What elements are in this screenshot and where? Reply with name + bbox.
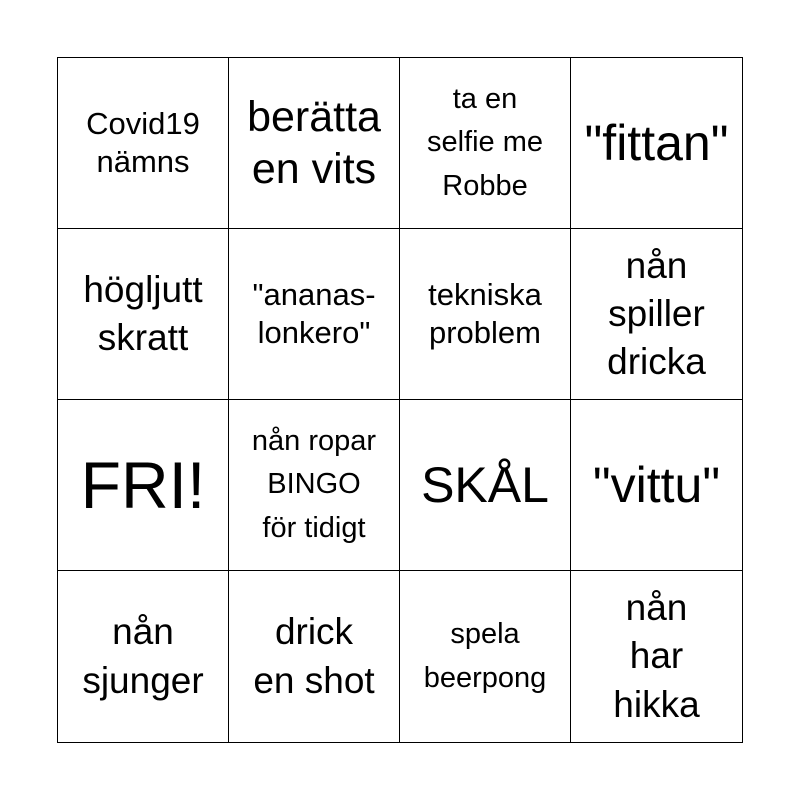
bingo-cell[interactable] — [400, 229, 571, 400]
cell-label: ta en selfie me Robbe — [426, 82, 544, 202]
cell-label: Covid19 nämns — [86, 106, 200, 179]
bingo-cell[interactable] — [229, 229, 400, 400]
bingo-cell[interactable] — [400, 400, 571, 571]
bingo-cell[interactable] — [229, 58, 400, 229]
cell-label: nån har hikka — [613, 587, 700, 725]
cell-label: "ananas- lonkero" — [252, 277, 376, 350]
bingo-cell[interactable] — [400, 58, 571, 229]
cell-label: SKÅL — [421, 456, 549, 513]
cell-label: högljutt skratt — [83, 268, 203, 358]
cell-label: nån ropar BINGO för tidigt — [251, 424, 377, 544]
cell-label: "vittu" — [592, 456, 721, 513]
bingo-cell[interactable] — [571, 400, 742, 571]
bingo-cell[interactable] — [58, 571, 229, 742]
bingo-cell[interactable] — [229, 400, 400, 571]
bingo-cell[interactable] — [571, 58, 742, 229]
bingo-cell[interactable] — [571, 229, 742, 400]
bingo-cell[interactable] — [400, 571, 571, 742]
cell-label: "fittan" — [584, 114, 729, 171]
cell-label: drick en shot — [253, 611, 375, 701]
bingo-cell-free[interactable] — [58, 400, 229, 571]
bingo-cell[interactable] — [58, 58, 229, 229]
cell-label: nån spiller dricka — [607, 244, 706, 383]
cell-label: spela beerpong — [423, 618, 547, 694]
cell-label: berätta en vits — [247, 92, 381, 193]
free-space-label: FRI! — [80, 447, 206, 522]
cell-label: nån sjunger — [82, 611, 204, 701]
cell-label: tekniska problem — [428, 277, 542, 350]
bingo-cell[interactable] — [58, 229, 229, 400]
bingo-cell[interactable] — [229, 571, 400, 742]
bingo-board — [57, 57, 743, 743]
bingo-cell[interactable] — [571, 571, 742, 742]
